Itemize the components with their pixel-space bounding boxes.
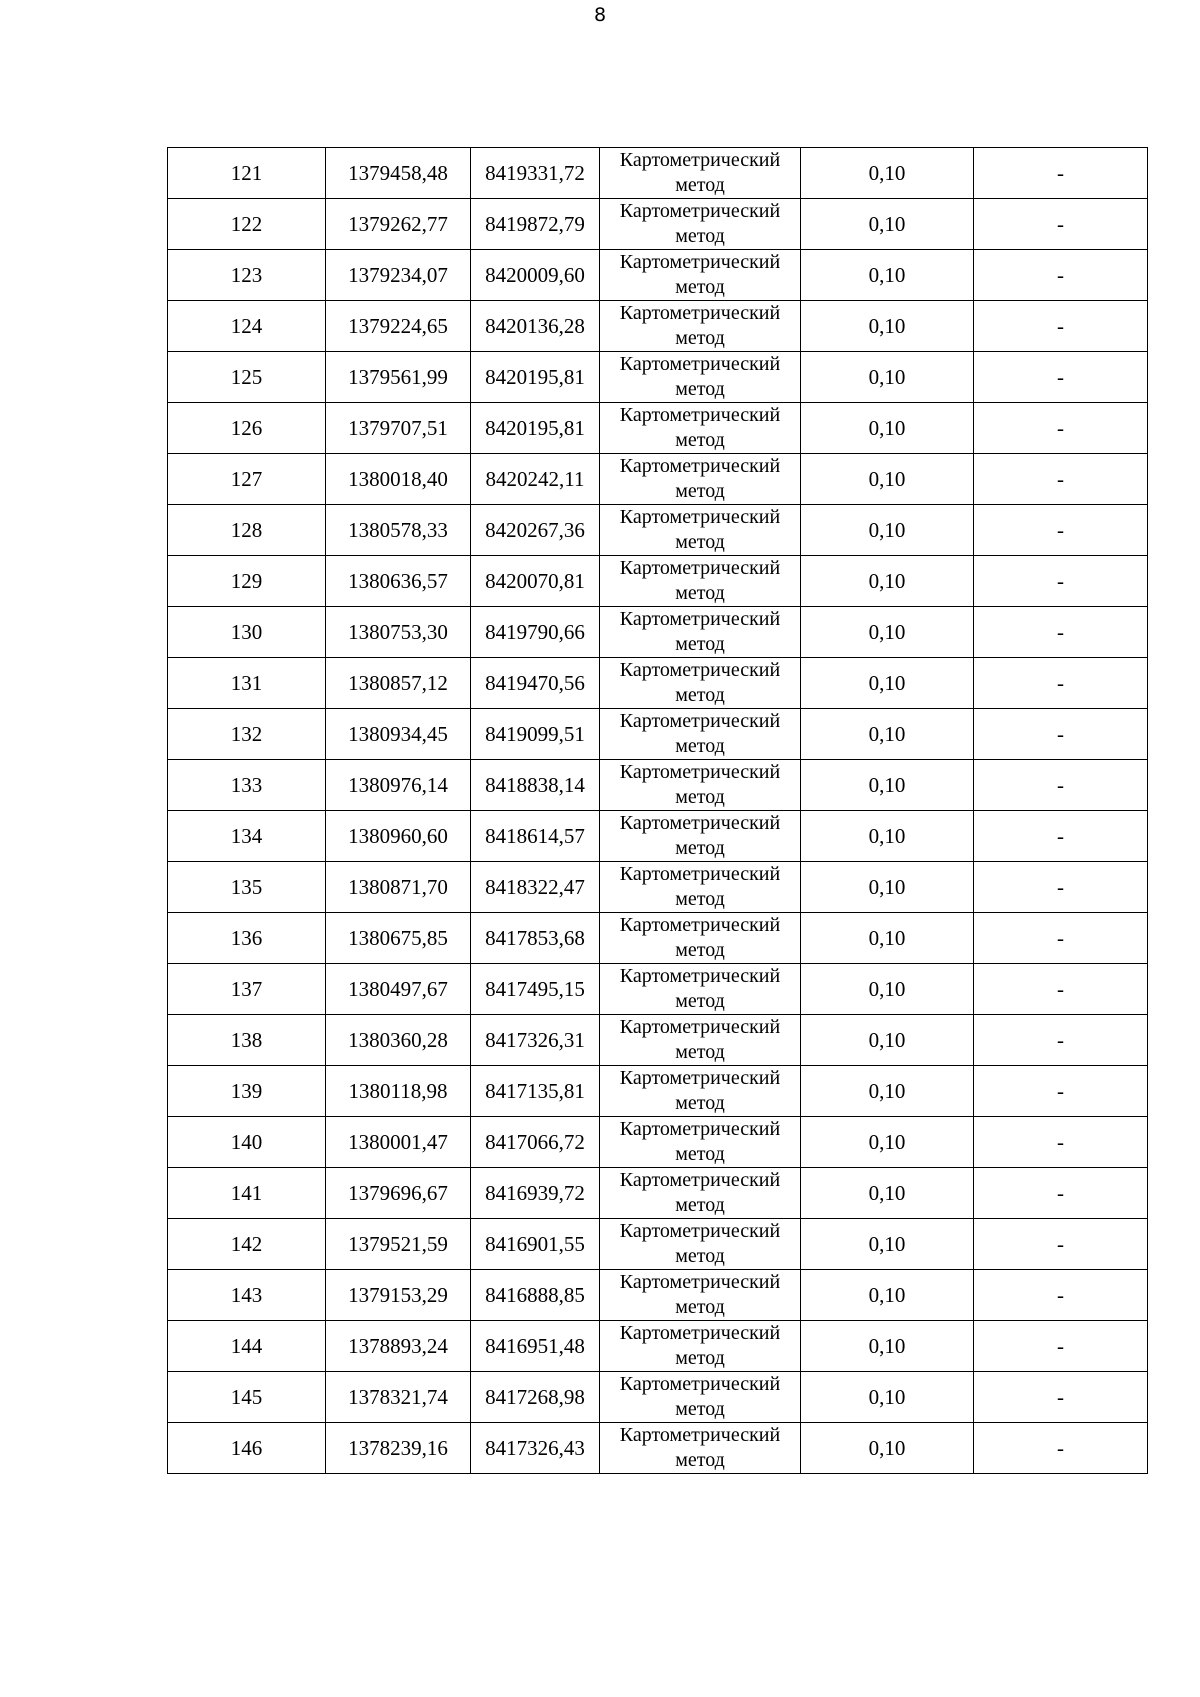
point-number-cell: 131 [168,658,326,709]
method-cell: Картометрический метод [600,964,801,1015]
x-coordinate-cell: 1380934,45 [326,709,471,760]
point-number-cell: 124 [168,301,326,352]
accuracy-cell: 0,10 [801,352,974,403]
description-cell: - [974,658,1148,709]
description-cell: - [974,1117,1148,1168]
x-coordinate-cell: 1379561,99 [326,352,471,403]
method-cell: Картометрический метод [600,658,801,709]
y-coordinate-cell: 8417268,98 [471,1372,600,1423]
point-number-cell: 125 [168,352,326,403]
accuracy-cell: 0,10 [801,556,974,607]
x-coordinate-cell: 1380001,47 [326,1117,471,1168]
y-coordinate-cell: 8418322,47 [471,862,600,913]
table-row [168,1219,1148,1270]
x-coordinate-cell: 1379458,48 [326,148,471,199]
x-coordinate-cell: 1380871,70 [326,862,471,913]
coordinates-table-body [168,148,1148,1474]
x-coordinate-cell: 1379707,51 [326,403,471,454]
y-coordinate-cell: 8417326,31 [471,1015,600,1066]
x-coordinate-cell: 1380976,14 [326,760,471,811]
accuracy-cell: 0,10 [801,301,974,352]
x-coordinate-cell: 1379262,77 [326,199,471,250]
accuracy-cell: 0,10 [801,1117,974,1168]
table-row [168,1168,1148,1219]
method-cell: Картометрический метод [600,1117,801,1168]
accuracy-cell: 0,10 [801,454,974,505]
table-row [168,607,1148,658]
table-row [168,1015,1148,1066]
x-coordinate-cell: 1380497,67 [326,964,471,1015]
y-coordinate-cell: 8417135,81 [471,1066,600,1117]
description-cell: - [974,862,1148,913]
y-coordinate-cell: 8418838,14 [471,760,600,811]
accuracy-cell: 0,10 [801,811,974,862]
method-cell: Картометрический метод [600,1270,801,1321]
description-cell: - [974,556,1148,607]
table-row [168,556,1148,607]
y-coordinate-cell: 8417326,43 [471,1423,600,1474]
x-coordinate-cell: 1378893,24 [326,1321,471,1372]
table-row [168,862,1148,913]
table-row [168,505,1148,556]
table-row [168,454,1148,505]
description-cell: - [974,964,1148,1015]
point-number-cell: 146 [168,1423,326,1474]
method-cell: Картометрический метод [600,862,801,913]
point-number-cell: 143 [168,1270,326,1321]
method-cell: Картометрический метод [600,709,801,760]
y-coordinate-cell: 8419790,66 [471,607,600,658]
accuracy-cell: 0,10 [801,1219,974,1270]
point-number-cell: 123 [168,250,326,301]
accuracy-cell: 0,10 [801,1372,974,1423]
point-number-cell: 134 [168,811,326,862]
point-number-cell: 130 [168,607,326,658]
method-cell: Картометрический метод [600,301,801,352]
point-number-cell: 140 [168,1117,326,1168]
method-cell: Картометрический метод [600,1066,801,1117]
description-cell: - [974,250,1148,301]
accuracy-cell: 0,10 [801,607,974,658]
y-coordinate-cell: 8419331,72 [471,148,600,199]
accuracy-cell: 0,10 [801,658,974,709]
accuracy-cell: 0,10 [801,1015,974,1066]
point-number-cell: 139 [168,1066,326,1117]
description-cell: - [974,1423,1148,1474]
accuracy-cell: 0,10 [801,148,974,199]
point-number-cell: 145 [168,1372,326,1423]
table-row [168,913,1148,964]
description-cell: - [974,1066,1148,1117]
y-coordinate-cell: 8417495,15 [471,964,600,1015]
method-cell: Картометрический метод [600,148,801,199]
method-cell: Картометрический метод [600,454,801,505]
x-coordinate-cell: 1379153,29 [326,1270,471,1321]
table-row [168,250,1148,301]
coordinates-table [167,147,1148,1474]
table-row [168,301,1148,352]
table-row [168,964,1148,1015]
table-row [168,199,1148,250]
point-number-cell: 122 [168,199,326,250]
method-cell: Картометрический метод [600,1015,801,1066]
description-cell: - [974,199,1148,250]
y-coordinate-cell: 8416939,72 [471,1168,600,1219]
y-coordinate-cell: 8419099,51 [471,709,600,760]
point-number-cell: 133 [168,760,326,811]
method-cell: Картометрический метод [600,1219,801,1270]
y-coordinate-cell: 8420009,60 [471,250,600,301]
point-number-cell: 129 [168,556,326,607]
method-cell: Картометрический метод [600,811,801,862]
accuracy-cell: 0,10 [801,760,974,811]
point-number-cell: 127 [168,454,326,505]
y-coordinate-cell: 8416901,55 [471,1219,600,1270]
y-coordinate-cell: 8417066,72 [471,1117,600,1168]
description-cell: - [974,505,1148,556]
x-coordinate-cell: 1380675,85 [326,913,471,964]
method-cell: Картометрический метод [600,760,801,811]
method-cell: Картометрический метод [600,1321,801,1372]
y-coordinate-cell: 8420267,36 [471,505,600,556]
method-cell: Картометрический метод [600,403,801,454]
accuracy-cell: 0,10 [801,199,974,250]
table-row [168,709,1148,760]
method-cell: Картометрический метод [600,556,801,607]
table-row [168,760,1148,811]
table-row [168,658,1148,709]
description-cell: - [974,760,1148,811]
table-row [168,352,1148,403]
point-number-cell: 136 [168,913,326,964]
description-cell: - [974,1270,1148,1321]
description-cell: - [974,1168,1148,1219]
accuracy-cell: 0,10 [801,1270,974,1321]
point-number-cell: 128 [168,505,326,556]
x-coordinate-cell: 1380018,40 [326,454,471,505]
description-cell: - [974,709,1148,760]
x-coordinate-cell: 1380360,28 [326,1015,471,1066]
y-coordinate-cell: 8416888,85 [471,1270,600,1321]
table-row [168,148,1148,199]
method-cell: Картометрический метод [600,607,801,658]
description-cell: - [974,148,1148,199]
description-cell: - [974,301,1148,352]
accuracy-cell: 0,10 [801,862,974,913]
table-row [168,1423,1148,1474]
x-coordinate-cell: 1380857,12 [326,658,471,709]
page-number: 8 [593,4,607,26]
method-cell: Картометрический метод [600,1372,801,1423]
x-coordinate-cell: 1380578,33 [326,505,471,556]
x-coordinate-cell: 1380118,98 [326,1066,471,1117]
table-row [168,403,1148,454]
point-number-cell: 141 [168,1168,326,1219]
description-cell: - [974,1015,1148,1066]
x-coordinate-cell: 1380960,60 [326,811,471,862]
method-cell: Картометрический метод [600,505,801,556]
accuracy-cell: 0,10 [801,1321,974,1372]
accuracy-cell: 0,10 [801,964,974,1015]
method-cell: Картометрический метод [600,250,801,301]
description-cell: - [974,403,1148,454]
description-cell: - [974,1372,1148,1423]
table-row [168,1321,1148,1372]
x-coordinate-cell: 1378239,16 [326,1423,471,1474]
point-number-cell: 142 [168,1219,326,1270]
x-coordinate-cell: 1380753,30 [326,607,471,658]
accuracy-cell: 0,10 [801,1066,974,1117]
method-cell: Картометрический метод [600,1423,801,1474]
table-row [168,1117,1148,1168]
y-coordinate-cell: 8420195,81 [471,403,600,454]
description-cell: - [974,811,1148,862]
y-coordinate-cell: 8417853,68 [471,913,600,964]
y-coordinate-cell: 8420195,81 [471,352,600,403]
table-row [168,1270,1148,1321]
y-coordinate-cell: 8416951,48 [471,1321,600,1372]
table-row [168,1066,1148,1117]
accuracy-cell: 0,10 [801,913,974,964]
point-number-cell: 121 [168,148,326,199]
description-cell: - [974,454,1148,505]
accuracy-cell: 0,10 [801,250,974,301]
x-coordinate-cell: 1379696,67 [326,1168,471,1219]
description-cell: - [974,913,1148,964]
accuracy-cell: 0,10 [801,709,974,760]
y-coordinate-cell: 8419470,56 [471,658,600,709]
y-coordinate-cell: 8420136,28 [471,301,600,352]
accuracy-cell: 0,10 [801,403,974,454]
description-cell: - [974,352,1148,403]
method-cell: Картометрический метод [600,199,801,250]
accuracy-cell: 0,10 [801,505,974,556]
x-coordinate-cell: 1379234,07 [326,250,471,301]
point-number-cell: 137 [168,964,326,1015]
y-coordinate-cell: 8419872,79 [471,199,600,250]
x-coordinate-cell: 1379224,65 [326,301,471,352]
y-coordinate-cell: 8418614,57 [471,811,600,862]
point-number-cell: 138 [168,1015,326,1066]
y-coordinate-cell: 8420242,11 [471,454,600,505]
x-coordinate-cell: 1380636,57 [326,556,471,607]
x-coordinate-cell: 1379521,59 [326,1219,471,1270]
method-cell: Картометрический метод [600,913,801,964]
point-number-cell: 126 [168,403,326,454]
description-cell: - [974,1219,1148,1270]
method-cell: Картометрический метод [600,1168,801,1219]
table-row [168,811,1148,862]
point-number-cell: 132 [168,709,326,760]
method-cell: Картометрический метод [600,352,801,403]
point-number-cell: 135 [168,862,326,913]
description-cell: - [974,607,1148,658]
table-row [168,1372,1148,1423]
accuracy-cell: 0,10 [801,1423,974,1474]
description-cell: - [974,1321,1148,1372]
x-coordinate-cell: 1378321,74 [326,1372,471,1423]
accuracy-cell: 0,10 [801,1168,974,1219]
y-coordinate-cell: 8420070,81 [471,556,600,607]
point-number-cell: 144 [168,1321,326,1372]
